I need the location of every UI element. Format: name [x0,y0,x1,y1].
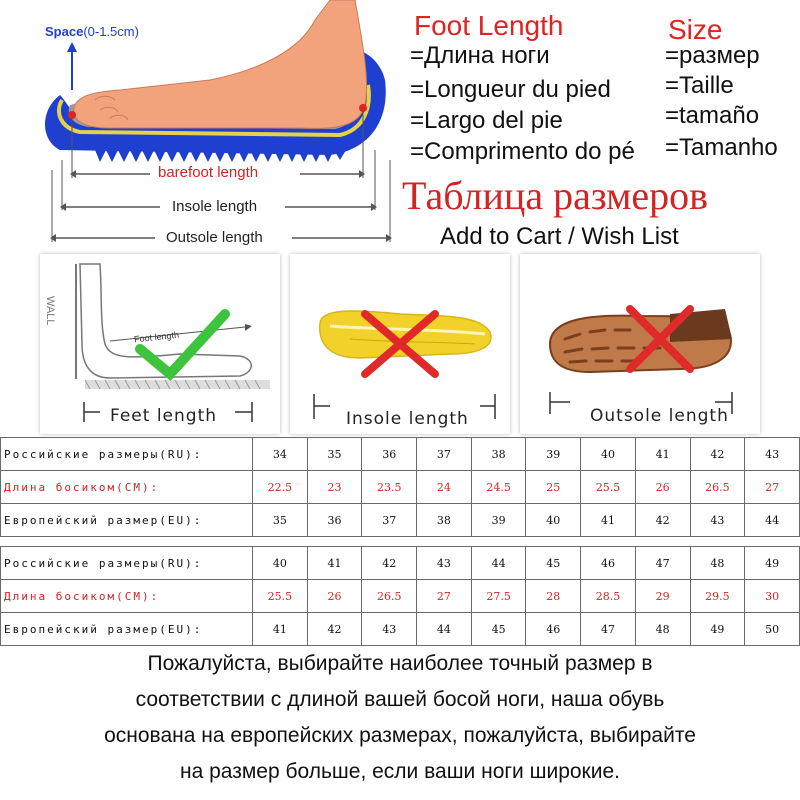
size-table-1 [0,437,800,537]
space-range: (0-1.5cm) [83,24,139,39]
table-cell: 37 [362,504,417,537]
space-text: Space [45,24,84,39]
row-label: Европейский размер(EU): [1,613,253,646]
table-cell: 47 [581,613,636,646]
wall-label: WALL [44,296,56,326]
table-cell: 42 [307,613,362,646]
row-label: Российские размеры(RU): [1,438,253,471]
table-cell: 26 [307,580,362,613]
table-cell: 44 [417,613,472,646]
table-cell: 41 [307,547,362,580]
table-cell: 26.5 [690,471,745,504]
table-row [1,504,800,537]
table-cell: 25.5 [581,471,636,504]
table-cell: 40 [253,547,308,580]
table-row [1,613,800,646]
table-cell: 41 [635,438,690,471]
panel-insole [290,254,510,434]
note-line: на размер больше, если ваши ноги широкие. [179,760,620,783]
table-cell: 22.5 [253,471,308,504]
table-cell: 50 [745,613,800,646]
table-cell: 41 [253,613,308,646]
size-line-2: =Taille [665,72,734,99]
table-cell: 25 [526,471,581,504]
table-cell: 43 [745,438,800,471]
foot-diagram [0,0,400,245]
table-cell: 37 [417,438,472,471]
table-cell: 49 [690,613,745,646]
space-label [45,24,139,39]
table-cell: 44 [745,504,800,537]
size-advice-note [0,646,800,790]
table-cell: 24.5 [471,471,526,504]
panel-feet [40,254,280,434]
insole-panel-svg [290,254,510,434]
note-line: основана на европейских размерах, пожалуйста, выбирайте [104,724,696,747]
foot-length-line-4: =Comprimento do pé [410,138,635,165]
table-cell: 47 [635,547,690,580]
foot-length-line-2: =Longueur du pied [410,76,611,103]
table-cell: 45 [526,547,581,580]
table-cell: 43 [362,613,417,646]
table-cell: 28 [526,580,581,613]
note-line: Пожалуйста, выбирайте наиболее точный размер в [147,652,653,675]
table-cell: 35 [307,438,362,471]
table-cell: 29.5 [690,580,745,613]
foot-length-title: Foot Length [414,10,564,41]
table-cell: 48 [690,547,745,580]
row-label: Европейский размер(EU): [1,504,253,537]
table-cell: 27 [745,471,800,504]
table-cell: 26.5 [362,580,417,613]
table-cell: 41 [581,504,636,537]
table-cell: 24 [417,471,472,504]
size-line-1: =размер [665,42,760,69]
table-cell: 42 [635,504,690,537]
outsole-length-panel-label: Outsole length [590,406,729,426]
table-row [1,580,800,613]
table-cell: 40 [581,438,636,471]
size-table-2 [0,546,800,646]
table-cell: 48 [635,613,690,646]
table-cell: 36 [307,504,362,537]
table-cell: 34 [253,438,308,471]
table-cell: 42 [362,547,417,580]
panel-outsole [520,254,760,434]
table-cell: 23.5 [362,471,417,504]
size-line-4: =Tamanho [665,134,778,161]
row-label: Длина босиком(CM): [1,580,253,613]
table-cell: 38 [417,504,472,537]
row-label: Российские размеры(RU): [1,547,253,580]
table-cell: 43 [417,547,472,580]
table-cell: 38 [471,438,526,471]
row-label: Длина босиком(CM): [1,471,253,504]
table-cell: 40 [526,504,581,537]
table-cell: 42 [690,438,745,471]
table-cell: 26 [635,471,690,504]
table-cell: 43 [690,504,745,537]
foot-length-line-3: =Largo del pie [410,107,563,134]
table-cell: 44 [471,547,526,580]
table-row [1,547,800,580]
table-cell: 28.5 [581,580,636,613]
feet-length-label: Feet length [110,406,218,426]
barefoot-length-label: barefoot length [158,164,259,181]
table-cell: 36 [362,438,417,471]
table-cell: 46 [581,547,636,580]
table-cell: 39 [471,504,526,537]
table-cell: 25.5 [253,580,308,613]
table-cell: 39 [526,438,581,471]
table-cell: 29 [635,580,690,613]
insole-length-panel-label: Insole length [346,409,469,429]
table-cell: 45 [471,613,526,646]
foot-length-line-1: =Длина ноги [410,42,550,69]
table-cell: 30 [745,580,800,613]
note-line: соответствии с длиной вашей босой ноги, наша обувь [135,688,665,711]
add-to-cart-text: Add to Cart / Wish List [440,223,679,250]
table-cell: 23 [307,471,362,504]
insole-length-label: Insole length [172,198,258,215]
size-title: Size [668,14,723,45]
table-row [1,438,800,471]
outsole-length-label: Outsole length [166,229,263,246]
table-cell: 46 [526,613,581,646]
table-row [1,471,800,504]
size-chart-title: Таблица размеров [402,173,709,218]
table-cell: 49 [745,547,800,580]
table-cell: 27.5 [471,580,526,613]
size-line-3: =tamaño [665,102,760,129]
foot-length-small-label: Foot length [133,329,180,345]
table-cell: 27 [417,580,472,613]
table-cell: 35 [253,504,308,537]
